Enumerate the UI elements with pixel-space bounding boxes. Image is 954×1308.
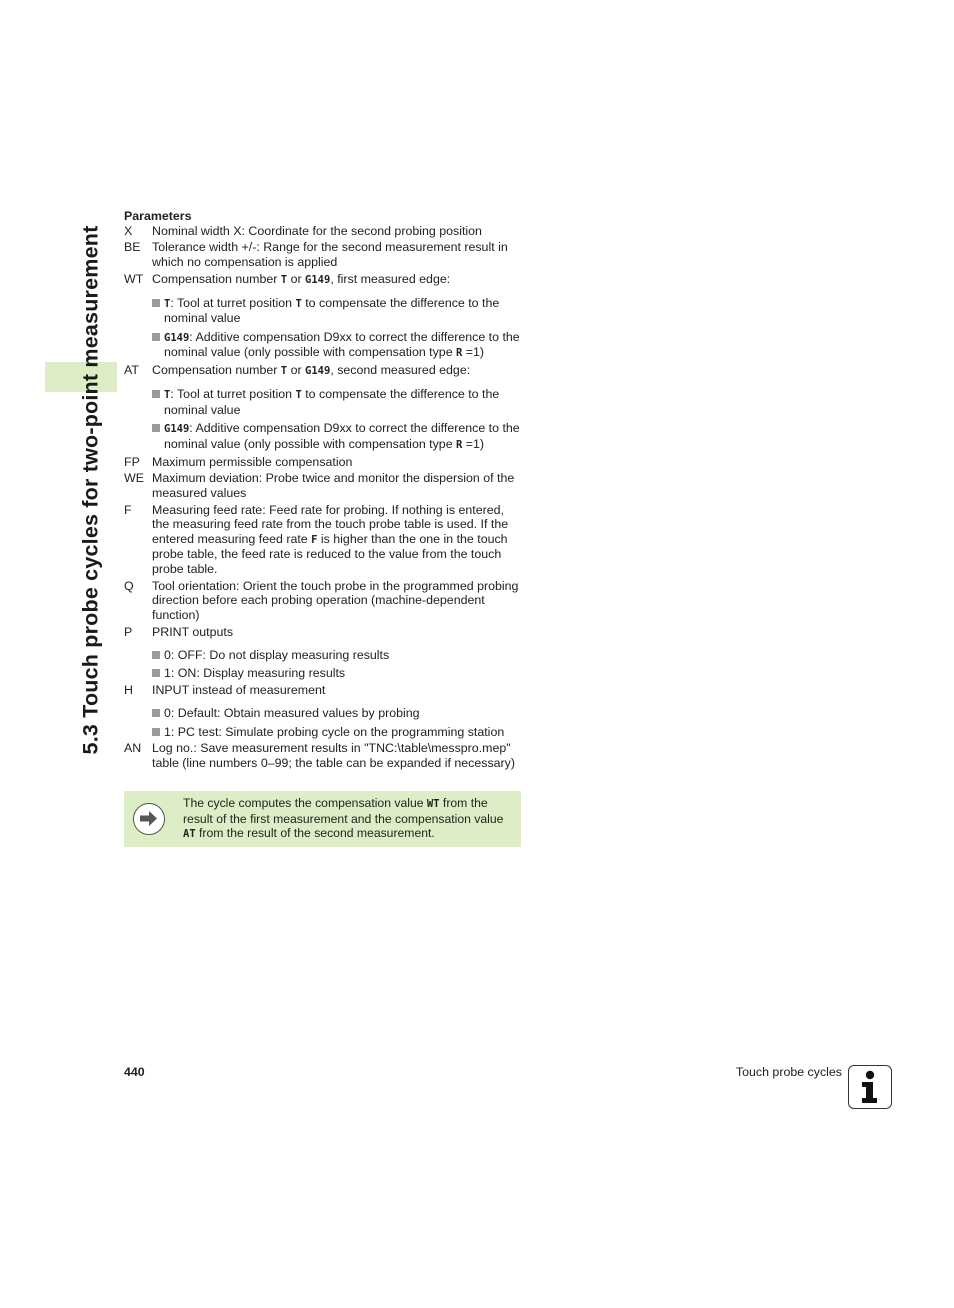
info-icon-graphic bbox=[849, 1066, 890, 1107]
bullet-square-icon bbox=[152, 669, 160, 677]
code-g149: G149 bbox=[164, 423, 190, 436]
code-at: AT bbox=[183, 828, 196, 841]
param-row-q bbox=[124, 579, 524, 623]
code-t: T bbox=[164, 389, 171, 402]
note-text bbox=[183, 796, 515, 842]
param-code: F bbox=[124, 502, 132, 517]
param-text: INPUT instead of measurement bbox=[152, 683, 326, 698]
bullet-text: 1: ON: Display measuring results bbox=[164, 666, 346, 681]
bullet-p-1 bbox=[124, 666, 524, 681]
param-code: AT bbox=[124, 363, 139, 378]
chapter-side-title: 5.3 Touch probe cycles for two-point measurement bbox=[78, 225, 103, 755]
param-text: or bbox=[287, 363, 306, 378]
param-row-wt bbox=[124, 272, 524, 288]
code-wt: WT bbox=[426, 798, 440, 810]
bullet-text: : Tool at turret position bbox=[170, 387, 296, 402]
param-code: Q bbox=[124, 578, 134, 593]
param-text: Log no.: Save measurement results in "TNC:\table\messpro.mep" table (line numbers 0–99; the table can be expanded if necessary) bbox=[152, 741, 516, 770]
param-text: Tolerance width +/-: Range for the second measurement result in which no compensation is applied bbox=[152, 240, 508, 269]
parameters-section bbox=[124, 209, 524, 773]
param-row-p bbox=[124, 625, 524, 640]
note-text-part: from the result of the first measurement and the compensation value bbox=[183, 796, 504, 826]
param-text: Tool orientation: Orient the touch probe in the programmed probing direction before each probing operation (machine-dependent function) bbox=[152, 578, 519, 622]
param-code: H bbox=[124, 683, 133, 698]
code-g149: G149 bbox=[305, 365, 331, 378]
param-code: WT bbox=[124, 271, 144, 286]
param-code: BE bbox=[124, 240, 141, 255]
note-box bbox=[124, 791, 521, 847]
param-code: WE bbox=[124, 471, 144, 486]
bullet-square-icon bbox=[152, 728, 160, 736]
bullet-h-0 bbox=[124, 706, 524, 721]
param-row-f bbox=[124, 503, 524, 577]
bullet-square-icon bbox=[152, 333, 160, 341]
note-text-part: The cycle computes the compensation value bbox=[183, 796, 427, 810]
param-row-fp bbox=[124, 455, 524, 470]
bullet-text: =1) bbox=[462, 345, 485, 360]
code-g149: G149 bbox=[305, 273, 331, 286]
bullet-text: =1) bbox=[462, 436, 485, 451]
bullet-square-icon bbox=[152, 709, 160, 717]
bullet-square-icon bbox=[152, 424, 160, 432]
param-text: Maximum permissible compensation bbox=[152, 454, 353, 469]
code-r: R bbox=[456, 438, 463, 451]
bullet-at-g149 bbox=[124, 421, 524, 452]
bullet-wt-g149 bbox=[124, 330, 524, 361]
bullet-square-icon bbox=[152, 651, 160, 659]
bullet-square-icon bbox=[152, 390, 160, 398]
code-t: T bbox=[295, 389, 302, 402]
code-t: T bbox=[295, 297, 302, 310]
bullet-wt-t bbox=[124, 296, 524, 326]
param-code: P bbox=[124, 624, 133, 639]
bullet-text: 1: PC test: Simulate probing cycle on the programming station bbox=[164, 724, 505, 739]
param-code: FP bbox=[124, 454, 140, 469]
param-text: Compensation number bbox=[152, 271, 281, 286]
param-text: PRINT outputs bbox=[152, 624, 234, 639]
bullet-h-1 bbox=[124, 725, 524, 740]
param-row-an bbox=[124, 741, 524, 770]
footer-chapter-title: Touch probe cycles bbox=[735, 1065, 842, 1079]
param-text: Nominal width X: Coordinate for the second probing position bbox=[152, 223, 482, 238]
code-t: T bbox=[164, 297, 171, 310]
note-text-part: from the result of the second measurement. bbox=[195, 826, 435, 841]
param-text: or bbox=[287, 271, 306, 286]
page-number: 440 bbox=[124, 1065, 145, 1079]
bullet-text: : Tool at turret position bbox=[170, 295, 296, 310]
code-f: F bbox=[311, 533, 318, 546]
code-t: T bbox=[280, 365, 288, 378]
bullet-at-t bbox=[124, 387, 524, 417]
param-text: Compensation number bbox=[152, 363, 281, 378]
bullet-square-icon bbox=[152, 299, 160, 307]
code-t: T bbox=[280, 273, 288, 286]
param-text: Maximum deviation: Probe twice and monitor the dispersion of the measured values bbox=[152, 471, 515, 500]
param-text: , second measured edge: bbox=[330, 363, 471, 378]
bullet-text: : Additive compensation D9xx to correct the difference to the nominal value (only possible with compensation type bbox=[164, 421, 520, 451]
bullet-text: to compensate the difference to the nominal value bbox=[164, 295, 500, 326]
param-text: is higher than the one in the touch probe table, the feed rate is reduced to the value from the touch probe table. bbox=[152, 531, 508, 576]
param-row-at bbox=[124, 363, 524, 379]
code-g149: G149 bbox=[164, 331, 190, 344]
param-row-be bbox=[124, 240, 524, 269]
bullet-text: : Additive compensation D9xx to correct the difference to the nominal value (only possible with compensation type bbox=[164, 329, 520, 360]
arrow-right-icon-graphic bbox=[134, 804, 163, 833]
bullet-text: 0: OFF: Do not display measuring results bbox=[164, 647, 390, 662]
bullet-text: to compensate the difference to the nominal value bbox=[164, 387, 500, 417]
param-row-x bbox=[124, 224, 524, 239]
parameters-heading: Parameters bbox=[124, 209, 192, 223]
param-code: X bbox=[124, 223, 133, 238]
param-row-we bbox=[124, 471, 524, 500]
arrow-right-icon bbox=[133, 803, 165, 835]
bullet-text: 0: Default: Obtain measured values by probing bbox=[164, 706, 420, 721]
param-text: Measuring feed rate: Feed rate for probing. If nothing is entered, the measuring feed rate from the touch probe table is used. If the entered measuring feed rate bbox=[152, 502, 509, 546]
bullet-p-0 bbox=[124, 648, 524, 663]
param-code: AN bbox=[124, 741, 142, 756]
code-r: R bbox=[456, 347, 463, 360]
info-icon bbox=[848, 1065, 892, 1109]
param-row-h bbox=[124, 683, 524, 698]
param-text: , first measured edge: bbox=[330, 271, 451, 286]
